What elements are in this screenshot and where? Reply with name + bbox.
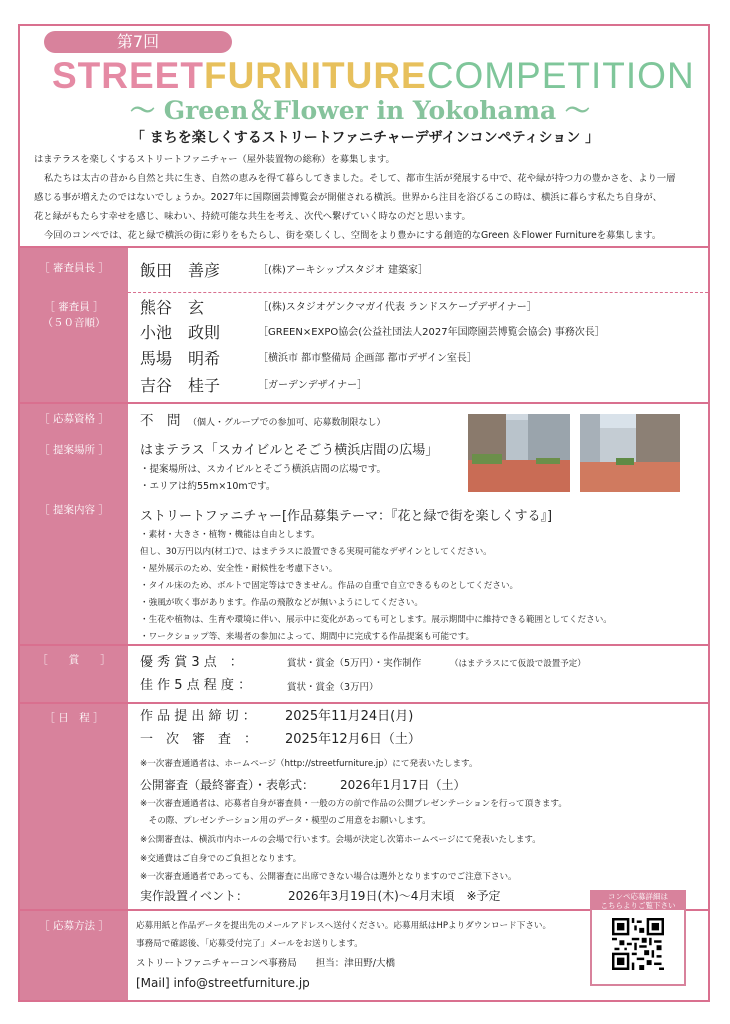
competition-title [52, 55, 695, 96]
label-chief-judge: ［ 審査員長 ］ [39, 262, 109, 274]
first-review-label: 一 次 審 査 ： [140, 732, 258, 747]
qr-caption [592, 892, 684, 910]
site-photo-2 [580, 414, 680, 492]
label-judges: ［ 審査員 ］ [44, 301, 104, 313]
content-line: ・タイル床のため、ボルトで固定等はできません。作品の自重で自立できるものとしてください。 [140, 581, 519, 591]
label-judges-note: （５０音順） [42, 317, 106, 329]
award-title: 優 秀 賞 3 点 ： [140, 655, 243, 670]
label-schedule: ［ 日 程 ］ [44, 712, 104, 724]
judge-name: 馬場 明希 [140, 349, 221, 368]
intro-line: 花と緑がもたらす幸せを感じ、味わい、持続可能な共生を考え、次代へ繋げていく時なのだと思います。 [34, 211, 471, 222]
label-site: ［ 提案場所 ］ [39, 444, 109, 456]
intro-line: 私たちは太古の昔から自然と共に生き、自然の恵みを得て暮らしてきました。そして、都市生活が発展する中で、花や緑が持つ力の豊かさを、より一層 [44, 173, 676, 184]
content-line: ・強風が吹く事があります。作品の飛散などが無いようにしてください。 [140, 598, 423, 608]
eligibility-main: 不 問 [140, 413, 181, 429]
deadline-label: 作 品 提 出 締 切 ： [140, 709, 256, 724]
schedule-note: ※一次審査通過者は、ホームページ（http://streetfurniture.jp）にて発表いたします。 [140, 759, 478, 769]
schedule-note: ※一次審査通過者は、応募者自身が審査員・一般の方の前で作品の公開プレゼンテーションを行って頂きます。 [140, 799, 567, 809]
award-title: 佳 作 5 点 程 度 ： [140, 678, 252, 693]
judge-role: ［横浜市 都市整備局 企画部 都市デザイン室長］ [258, 353, 477, 364]
schedule-note: ※一次審査通過者であっても、公開審査に出席できない場合は選外となりますのでご注意下さい。 [140, 872, 517, 882]
event-label: 実作設置イベント： [140, 889, 249, 903]
first-review-value: 2025年12月6日（土） [285, 732, 421, 747]
apply-line: 応募用紙と作品データを提出先のメールアドレスへ送付ください。応募用紙はHPよりダウンロード下さい。 [136, 921, 552, 931]
label-eligibility: ［ 応募資格 ］ [39, 413, 109, 425]
intro-line: 感じる事が増えたのではないでしょうか。2027年に国際園芸博覧会が開催される横浜。世界から注目を浴びるこの時は、横浜に暮らす私たち自身が、 [34, 192, 662, 203]
intro-line: はまテラスを楽しくするストリートファニチャー（屋外装置物の総称）を募集します。 [34, 154, 395, 165]
deadline-value: 2025年11月24日(月) [285, 709, 414, 724]
office-mail[interactable]: [Mail] info@streetfurniture.jp [136, 976, 310, 990]
title-street: STREET [52, 55, 204, 96]
judge-name: 熊谷 玄 [140, 298, 205, 317]
chief-judge-role: ［(株)アーキシップスタジオ 建築家］ [258, 265, 428, 276]
label-column [20, 246, 128, 1000]
judge-role: ［(株)スタジオゲンクマガイ代表 ランドスケープデザイナー］ [258, 302, 537, 313]
award-prize: 賞状・賞金（5万円）・実作制作 [287, 658, 422, 669]
site-line: ・提案場所は、スカイビルとそごう横浜店間の広場です。 [140, 464, 386, 475]
schedule-note: その際、プレゼンテーション用のデータ・模型のご用意をお願いします。 [140, 816, 431, 826]
site-photo-1 [468, 414, 570, 492]
public-review-label: 公開審査（最終審査）・表彰式： [140, 778, 315, 792]
content-line: 但し、30万円以内(材工)で、はまテラスに設置できる実現可能なデザインとしてください。 [140, 547, 492, 557]
award-note: （はまテラスにて仮設で設置予定） [450, 659, 586, 669]
competition-subtitle-green-flower: ～ Green＆Flower in Yokohama ～ [130, 96, 590, 125]
chief-judge-name: 飯田 善彦 [140, 261, 221, 280]
intro-text [34, 150, 702, 245]
separator [20, 702, 708, 704]
content-line: ・ワークショップ等、来場者の参加によって、期間中に完成する作品提案も可能です。 [140, 632, 475, 642]
intro-line: 今回のコンペでは、花と緑で横浜の街に彩りをもたらし、街を楽しくし、空間をより豊かにする創造的なGreen ＆Flower Furnitureを募集します。 [44, 230, 662, 241]
office-contact: ストリートファニチャーコンペ事務局 担当：津田野/大橋 [136, 958, 395, 969]
public-review-value: 2026年1月17日（土） [340, 778, 466, 792]
edition-badge: 第7回 [44, 31, 232, 53]
site-main: はまテラス「スカイビルとそごう横浜店間の広場」 [140, 443, 439, 458]
label-award: ［ 賞 ］ [37, 654, 111, 666]
event-value: 2026年3月19日(木)～4月末頃 ※予定 [288, 889, 501, 903]
title-furniture: FURNITURE [203, 55, 427, 96]
judge-role: ［ガーデンデザイナー］ [258, 380, 368, 391]
qr-caption-line-1: コンペ応募詳細は [608, 892, 668, 901]
schedule-note: ※交通費はご自身でのご負担となります。 [140, 854, 302, 864]
title-competition: COMPETITION [426, 55, 695, 96]
judge-role: ［GREEN×EXPO協会(公益社団法人2027年国際園芸博覧会協会) 事務次長］ [258, 327, 605, 338]
content-line: ・生花や植物は、生育や環境に伴い、展示中に変化があっても可とします。展示期間中に維持できる範囲としてください。 [140, 615, 612, 625]
label-content: ［ 提案内容 ］ [39, 504, 109, 516]
qr-code-icon[interactable] [612, 918, 664, 970]
qr-caption-line-2: こちらよりご覧下さい [600, 901, 676, 910]
qr-panel[interactable] [590, 890, 686, 986]
apply-line: 事務局で確認後、「応募受付完了」メールをお送りします。 [136, 939, 363, 949]
content-line: ・屋外展示のため、安全性・耐候性を考慮下さい。 [140, 564, 338, 574]
separator [20, 246, 708, 248]
schedule-note: ※公開審査は、横浜市内ホールの会場で行います。会場が決定し次第ホームページにて発表いたします。 [140, 835, 541, 845]
content-line: ・素材・大きさ・植物・機能は自由とします。 [140, 530, 320, 540]
page-subtitle: 「 まちを楽しくするストリートファニチャーデザインコンペティション 」 [130, 130, 600, 146]
label-apply: ［ 応募方法 ］ [39, 920, 109, 932]
site-line: ・エリアは約55m×10mです。 [140, 481, 276, 492]
judge-name: 吉谷 桂子 [140, 376, 221, 395]
separator [20, 402, 708, 404]
award-prize: 賞状・賞金（3万円） [287, 682, 379, 693]
judge-name: 小池 政則 [140, 323, 221, 342]
content-main: ストリートファニチャー[作品募集テーマ：『花と緑で街を楽しくする』] [140, 509, 553, 524]
eligibility-note: （個人・グループでの参加可、応募数制限なし） [188, 418, 386, 428]
dashed-divider [128, 292, 708, 293]
